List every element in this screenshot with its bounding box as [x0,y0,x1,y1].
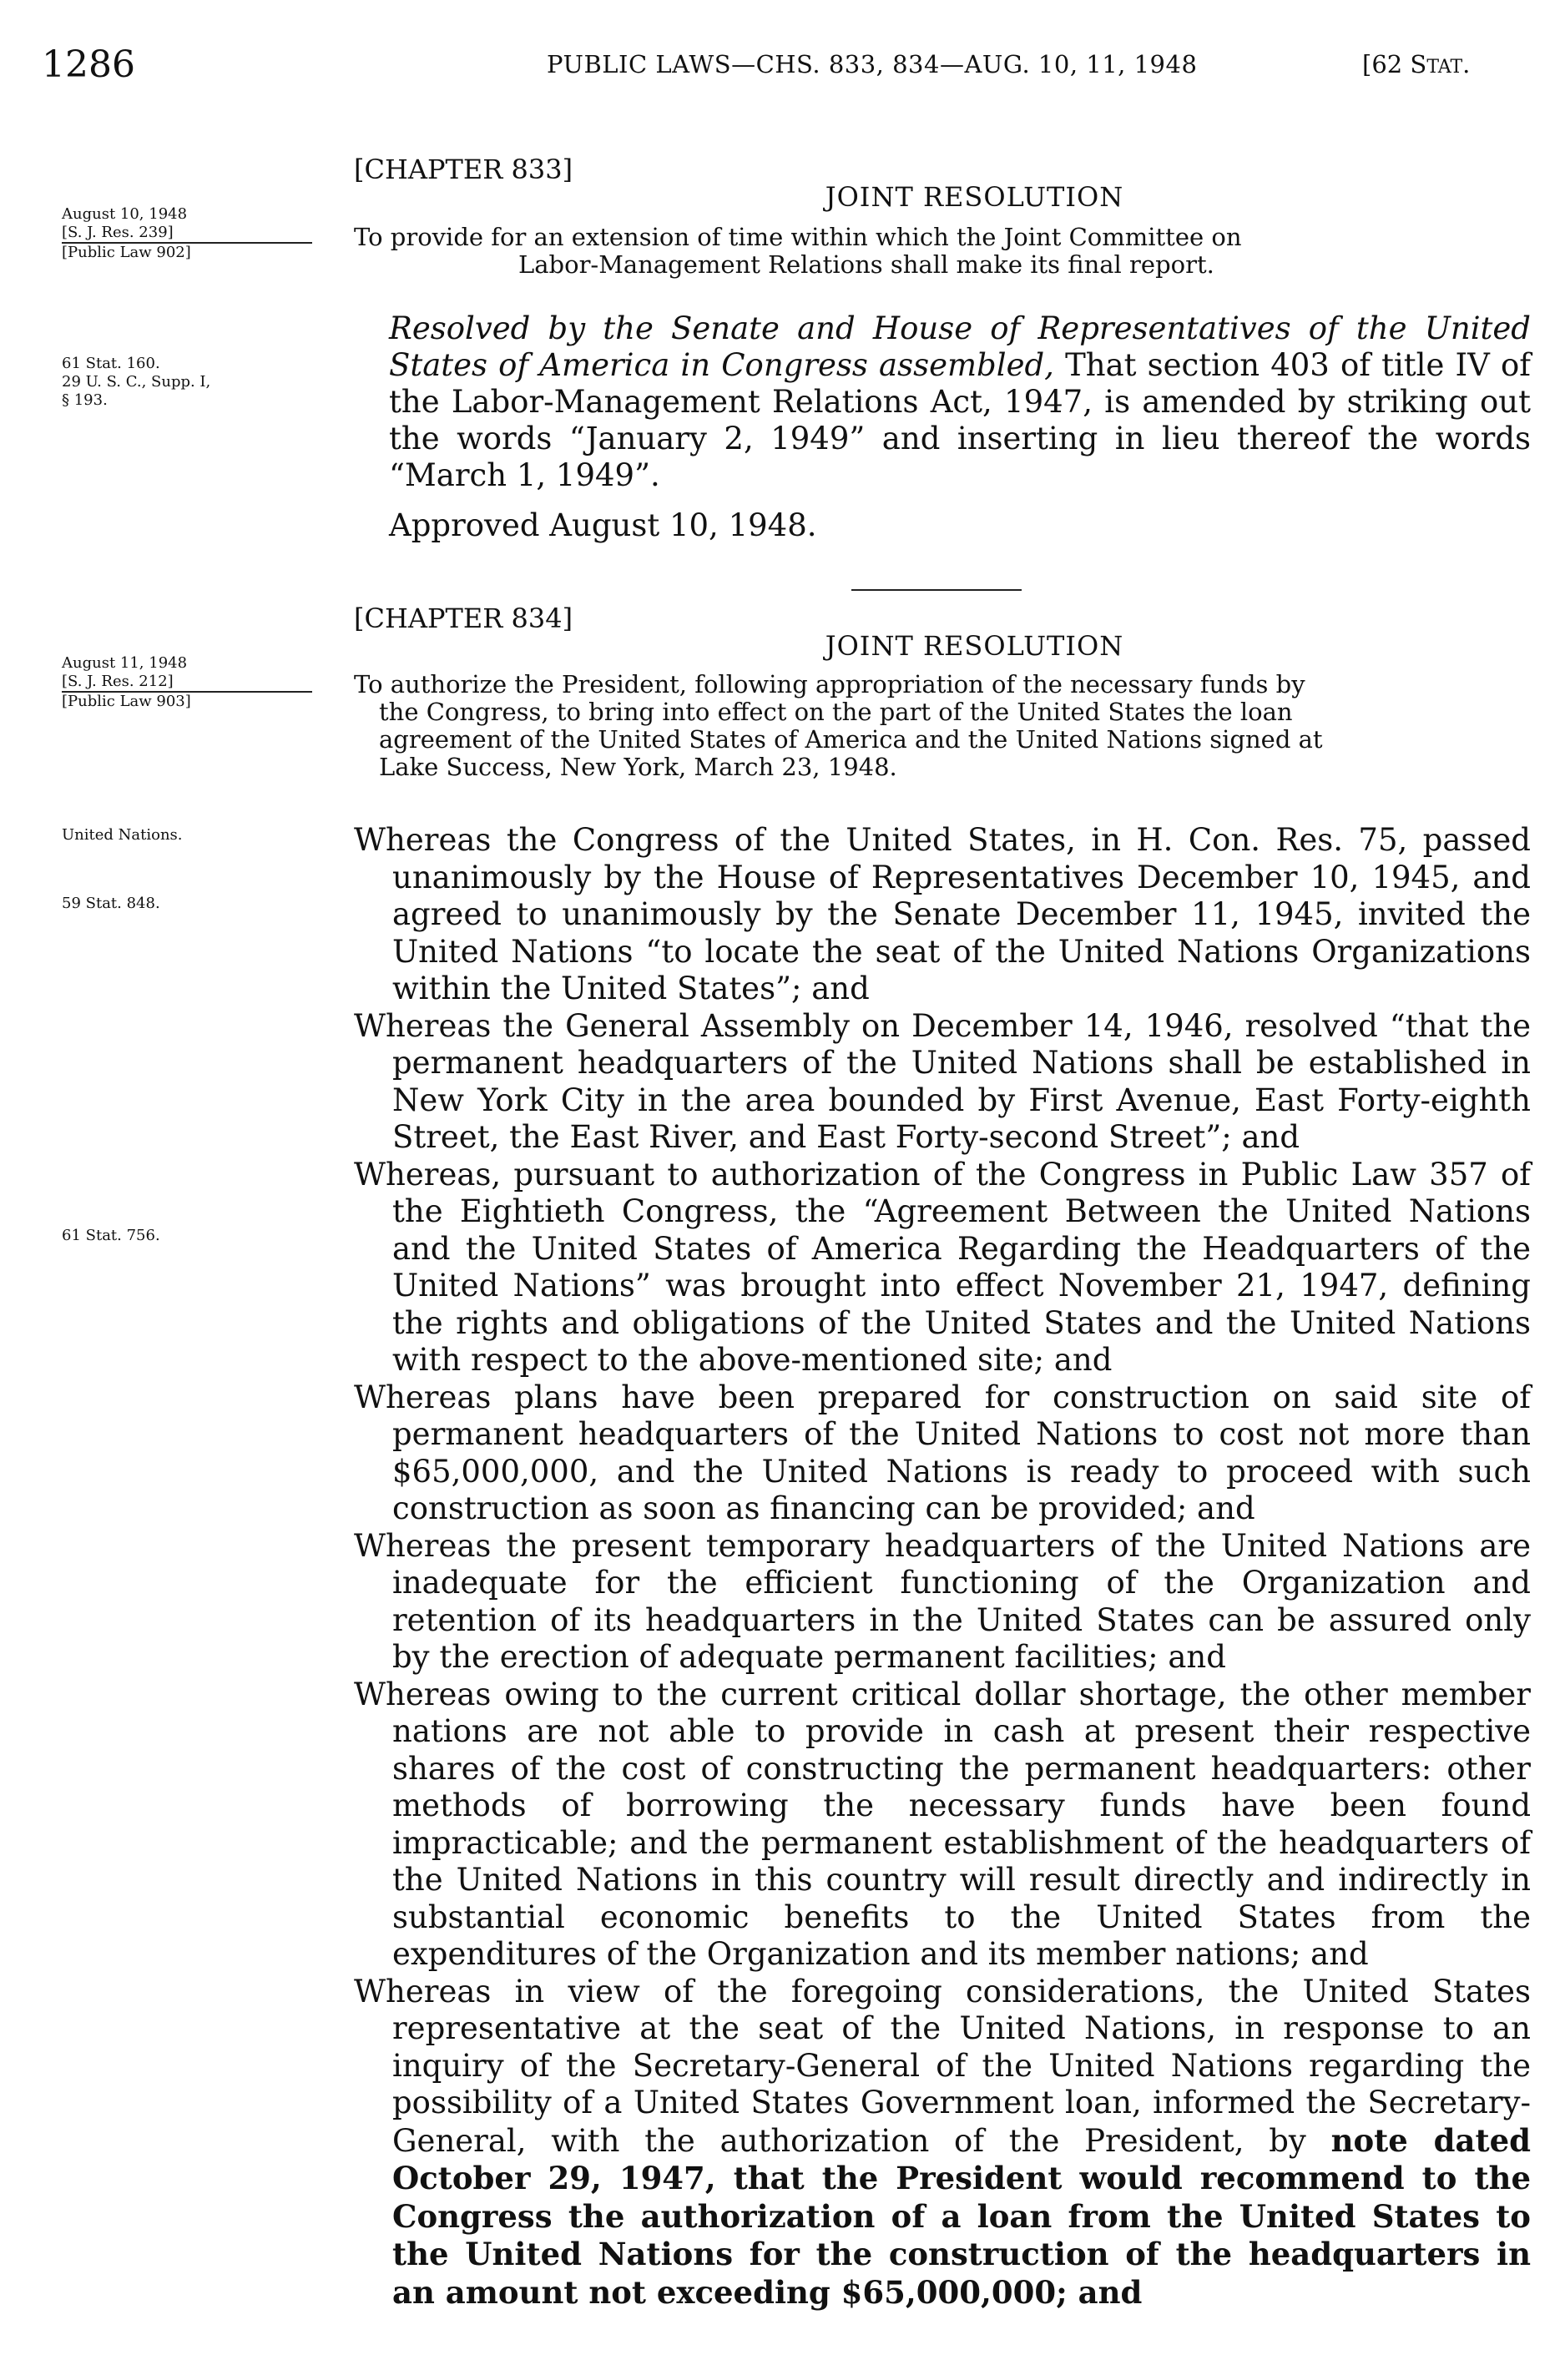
whereas-clause-1: Whereas the Congress of the United States, in H. Con. Res. 75, passed unanimously by the House of Representatives December 10, 1945, and agreed to unanimously by the Senate December 11, 1945, invited the United Nations “to locate the seat of the United Nations Organizations within the United States”; and [354,822,1531,1006]
whereas-clause-3: Whereas, pursuant to authorization of the Congress in Public Law 357 of the Eightieth Congress, the “Agreement Between the United Nations and the United States of America Regarding the Headquarters of the United Nations” was brought into effect November 21, 1947, defining the rights and obligations of the United States and the United Nations with respect to the above-mentioned site; and [354,1156,1531,1378]
whereas-clause-4: Whereas plans have been prepared for construction on said site of permanent headquarters of the United Nations to cost not more than $65,000,000, and the United Nations is ready to proceed with such construction as soon as financing can be provided; and [354,1379,1531,1526]
approved-line: Approved August 10, 1948. [389,507,817,543]
section-divider [851,589,1022,591]
subtitle-line: To authorize the President, following appropriation of the necessary funds by [354,670,1305,698]
chapter-834-label: [CHAPTER 834] [354,603,573,634]
enacting-clause [389,310,1531,494]
page-number: 1286 [42,43,135,86]
chapter-833-joint-resolution: JOINT RESOLUTION [825,181,1124,213]
chapter-834-joint-resolution: JOINT RESOLUTION [825,630,1124,662]
page-header [0,43,1565,85]
margin-res: [S. J. Res. 239] [62,224,174,241]
margin-cite: § 193. [62,391,108,409]
whereas-clause-2: Whereas the General Assembly on December 14, 1946, resolved “that the permanent headquarters of the United Nations shall be established in New York City in the area bounded by First Avenue, East Forty-eighth Street, the East River, and East Forty-second Street”; and [354,1007,1531,1155]
margin-cite: 61 Stat. 160. [62,355,160,372]
subtitle-line: the Congress, to bring into effect on the part of the United States the loan [379,698,1293,726]
margin-topic: United Nations. [62,826,183,844]
volume-small: TAT [1426,57,1463,78]
chapter-833-citations [62,355,337,410]
subtitle-line: agreement of the United States of America and the United Nations signed at [379,725,1323,754]
chapter-833-subtitle [354,224,1531,279]
enacting-italic: Resolved by the Senate and House of Representatives of the United States of America in Congress assembled, [389,310,1531,383]
volume-close: . [1462,50,1471,78]
whereas-clause-7 [354,1974,1531,2312]
whereas-clause-5: Whereas the present temporary headquarters of the United Nations are inadequate for the efficient functioning of the Organization and retention of its headquarters in the United States can be assured only by the erection of adequate permanent facilities; and [354,1527,1531,1675]
running-head: PUBLIC LAWS—CHS. 833, 834—AUG. 10, 11, 1948 [547,50,1198,78]
margin-law: [Public Law 902] [62,244,191,261]
volume-citation [1362,50,1470,78]
volume-open: [62 S [1362,50,1427,78]
chapter-833-margin-notes [62,205,337,262]
margin-cite-61: 61 Stat. 756. [62,1227,160,1244]
chapter-834-subtitle [354,671,1531,781]
margin-date: August 11, 1948 [62,654,188,672]
subtitle-line: Lake Success, New York, March 23, 1948. [379,753,897,781]
margin-law: [Public Law 903] [62,693,191,710]
margin-date: August 10, 1948 [62,205,188,223]
subtitle-line: To provide for an extension of time within which the Joint Committee on [354,223,1242,251]
whereas-clause-6: Whereas owing to the current critical dollar shortage, the other member nations are not able to provide in cash at present their respective shares of the cost of constructing the permanent headquarters: other methods of borrowing the necessary funds have been found impracticable; and the permanent establishment of the headquarters of the United Nations in this country will result directly and indirectly in substantial economic benefits to the United States from the expenditures of the Organization and its member nations; and [354,1676,1531,1972]
subtitle-line: Labor-Management Relations shall make its final report. [518,250,1214,279]
whereas-7-regular: Whereas in view of the foregoing considerations, the United States representative at the seat of the United Nations, in response to an inquiry of the Secretary-General of the United Nations regarding the possibility of a United States Government loan, informed the Secretary-General, with the authorization of the President, by [354,1973,1531,2159]
whereas-clauses [354,822,1531,2312]
margin-res: [S. J. Res. 212] [62,673,174,690]
whereas-7-bold: note dated October 29, 1947, that the President would recommend to the Congress the authorization of a loan from the United States to the United Nations for the construction of the headquarters in an amount not exceeding $65,000,000; and [392,2121,1531,2311]
chapter-834-margin-notes [62,654,337,711]
enacting-text: That section 403 of title IV of the Labor-Management Relations Act, 1947, is amended by striking out the words “January 2, 1949” and inserting in lieu thereof the words “March 1, 1949”. [389,347,1531,493]
margin-cite-59: 59 Stat. 848. [62,895,160,912]
margin-cite: 29 U. S. C., Supp. I, [62,373,211,391]
chapter-833-label: [CHAPTER 833] [354,154,573,185]
